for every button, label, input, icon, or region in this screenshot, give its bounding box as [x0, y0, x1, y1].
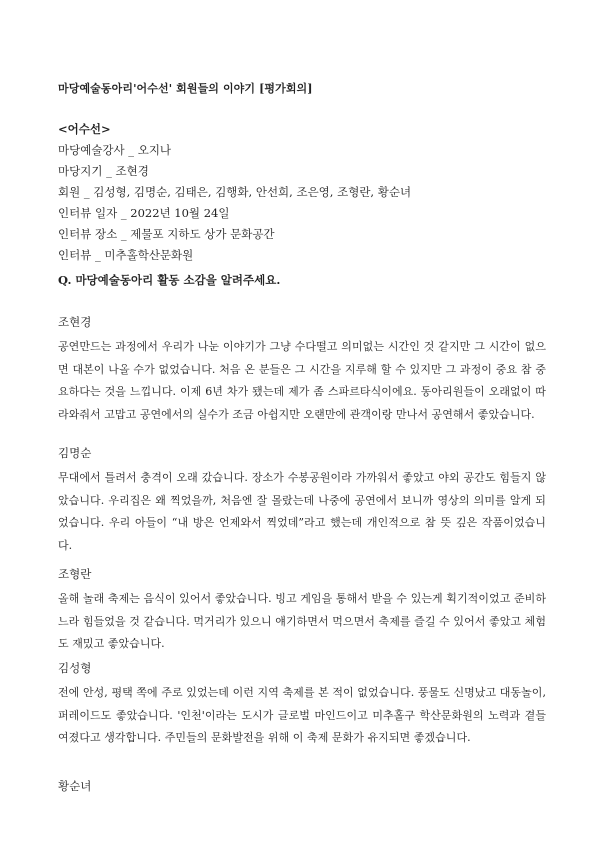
question-heading: Q. 마당예술동아리 활동 소감을 알려주세요. [58, 273, 281, 287]
speaker-name: 조현경 [58, 315, 92, 329]
response-block [58, 564, 546, 656]
response-text: 전에 안성, 평택 쪽에 주로 있었는데 이런 지역 축제를 본 적이 없었습니다. 풍물도 신명났고 대동놀이, 퍼레이드도 좋았습니다. '인천'이라는 도시가 글로벌 마인드이고 미추홀구 학산문화원의 노력과 곁들여졌다고 생각합니다. 주민들의 문화발전을 위해 이 축제 문화가 유지되면 좋겠습니다. [58, 686, 546, 745]
response-text: 공연만드는 과정에서 우리가 나눈 이야기가 그냥 수다떨고 의미없는 시간인 것 같지만 그 시간이 없으면 대본이 나올 수가 없었습니다. 처음 온 분들은 그 시간을 지루해 할 수 있지만 그 과정이 중요 참 중요하다는 것을 느낍니다. 이제 6년 차가 됐는데 제가 좀 스파르타식이에요. 동아리원들이 오래없이 따라와줘서 고맙고 공연에서의 실수가 조금 아쉽지만 오랜만에 관객이랑 만나서 공연해서 좋았습니다. [58, 340, 546, 421]
speaker-name: 김성형 [58, 661, 92, 675]
info-line-members: 회원 _ 김성형, 김명순, 김태은, 김행화, 안선희, 조은영, 조형란, 황순녀 [58, 185, 412, 199]
speaker-name: 조형란 [58, 567, 92, 581]
response-block [58, 443, 546, 557]
document-title: 마당예술동아리'어수선' 회원들의 이야기 [평가회의] [58, 82, 313, 95]
speaker-name: 황순녀 [58, 779, 92, 793]
response-block [58, 776, 546, 800]
info-line-place: 인터뷰 장소 _ 제물포 지하도 상가 문화공간 [58, 227, 275, 241]
group-name-heading: <어수선> [58, 122, 111, 136]
response-block [58, 312, 546, 426]
response-text: 무대에서 틀려서 충격이 오래 갔습니다. 장소가 수봉공원이라 가까워서 좋았고 야외 공간도 힘들지 않았습니다. 우리집은 왜 찍었을까, 처음엔 잘 몰랐는데 나중에 공연에서 보니까 영상의 의미를 알게 되었습니다. 우리 아들이 “내 방은 언제와서 찍었데”라고 했는데 개인적으로 참 뜻 깊은 작품이었습니다. [58, 471, 546, 552]
response-block [58, 658, 546, 750]
info-line-interviewer: 인터뷰 _ 미추홀학산문화원 [58, 248, 194, 262]
interview-info [58, 119, 558, 266]
speaker-name: 김명순 [58, 446, 92, 460]
info-line-instructor: 마당예술강사 _ 오지나 [58, 143, 172, 157]
response-text: 올해 놀래 축제는 음식이 있어서 좋았습니다. 빙고 게임을 통해서 받을 수 있는게 획기적이었고 준비하느라 힘들었을 것 같습니다. 먹거리가 있으니 얘기하면서 먹으면서 축제를 즐길 수 있어서 좋았고 체험도 재밌고 좋았습니다. [58, 592, 546, 651]
info-line-date: 인터뷰 일자 _ 2022년 10월 24일 [58, 206, 230, 220]
info-line-madang-keeper: 마당지기 _ 조현경 [58, 164, 149, 178]
